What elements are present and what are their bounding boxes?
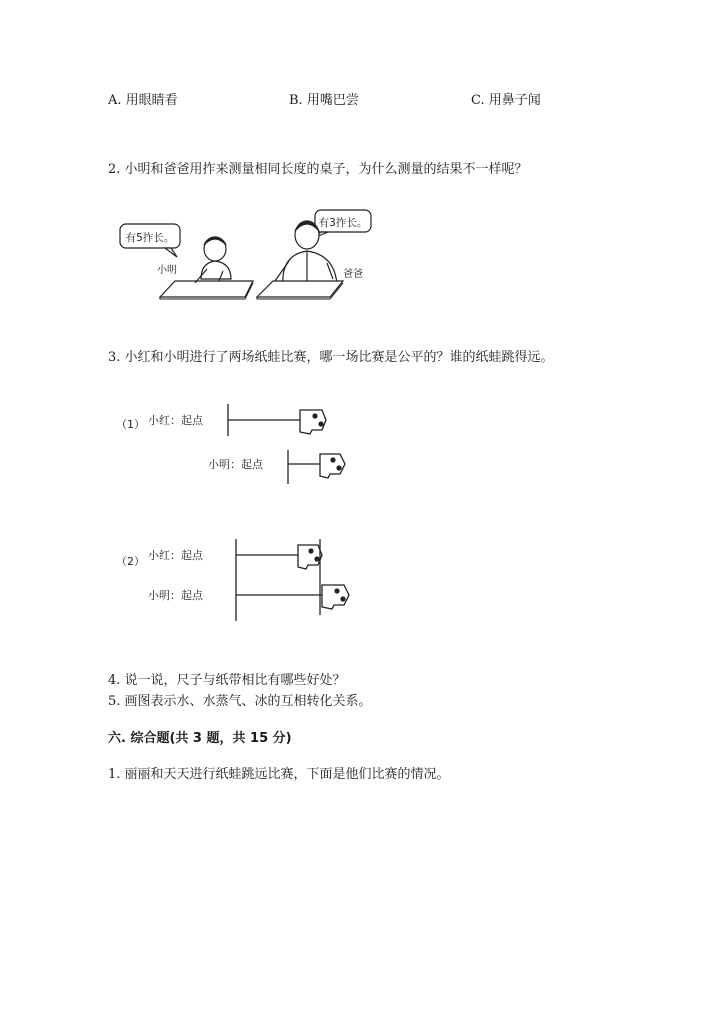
child-figure <box>195 237 231 283</box>
child-speech-bubble <box>120 224 180 257</box>
q2-illustration <box>115 205 375 305</box>
part1-row2-label: 小明：起点 <box>208 458 263 471</box>
option-c: C. 用鼻子闻 <box>471 93 541 108</box>
question-2-text: 2. 小明和爸爸用拃来测量相同长度的桌子，为什么测量的结果不一样呢？ <box>108 162 528 177</box>
dad-table <box>257 281 343 297</box>
section-6-question-1: 1. 丽丽和天天进行纸蛙跳远比赛，下面是他们比赛的情况。 <box>108 767 450 782</box>
part2-row2-label: 小明：起点 <box>148 589 203 602</box>
dad-bubble-text: 有3拃长。 <box>318 217 368 229</box>
q3-part1-diagram <box>112 400 372 495</box>
option-b: B. 用嘴巴尝 <box>289 93 359 108</box>
frog-icon <box>322 585 349 609</box>
q3-part2-diagram <box>112 535 372 635</box>
question-4-text: 4. 说一说，尺子与纸带相比有哪些好处？ <box>108 673 346 688</box>
frog-icon <box>298 545 322 569</box>
dad-speech-bubble <box>311 210 371 239</box>
option-a: A. 用眼睛看 <box>108 93 178 108</box>
child-bubble-text: 有5拃长。 <box>125 232 175 244</box>
child-table <box>160 281 253 297</box>
question-5-text: 5. 画图表示水、水蒸气、冰的互相转化关系。 <box>108 694 372 709</box>
frog-icon <box>320 454 345 478</box>
child-label: 小明 <box>157 265 177 276</box>
part2-tag: （2） <box>116 555 145 568</box>
part2-row1-label: 小红：起点 <box>148 549 203 562</box>
part1-row1-label: 小红：起点 <box>148 414 203 427</box>
question-3-text: 3. 小红和小明进行了两场纸蛙比赛，哪一场比赛是公平的？谁的纸蛙跳得远。 <box>108 350 554 365</box>
part1-tag: （1） <box>116 418 145 431</box>
dad-label: 爸爸 <box>343 269 363 280</box>
frog-icon <box>300 410 326 434</box>
section-6-heading: 六. 综合题(共 3 题，共 15 分) <box>108 731 292 746</box>
